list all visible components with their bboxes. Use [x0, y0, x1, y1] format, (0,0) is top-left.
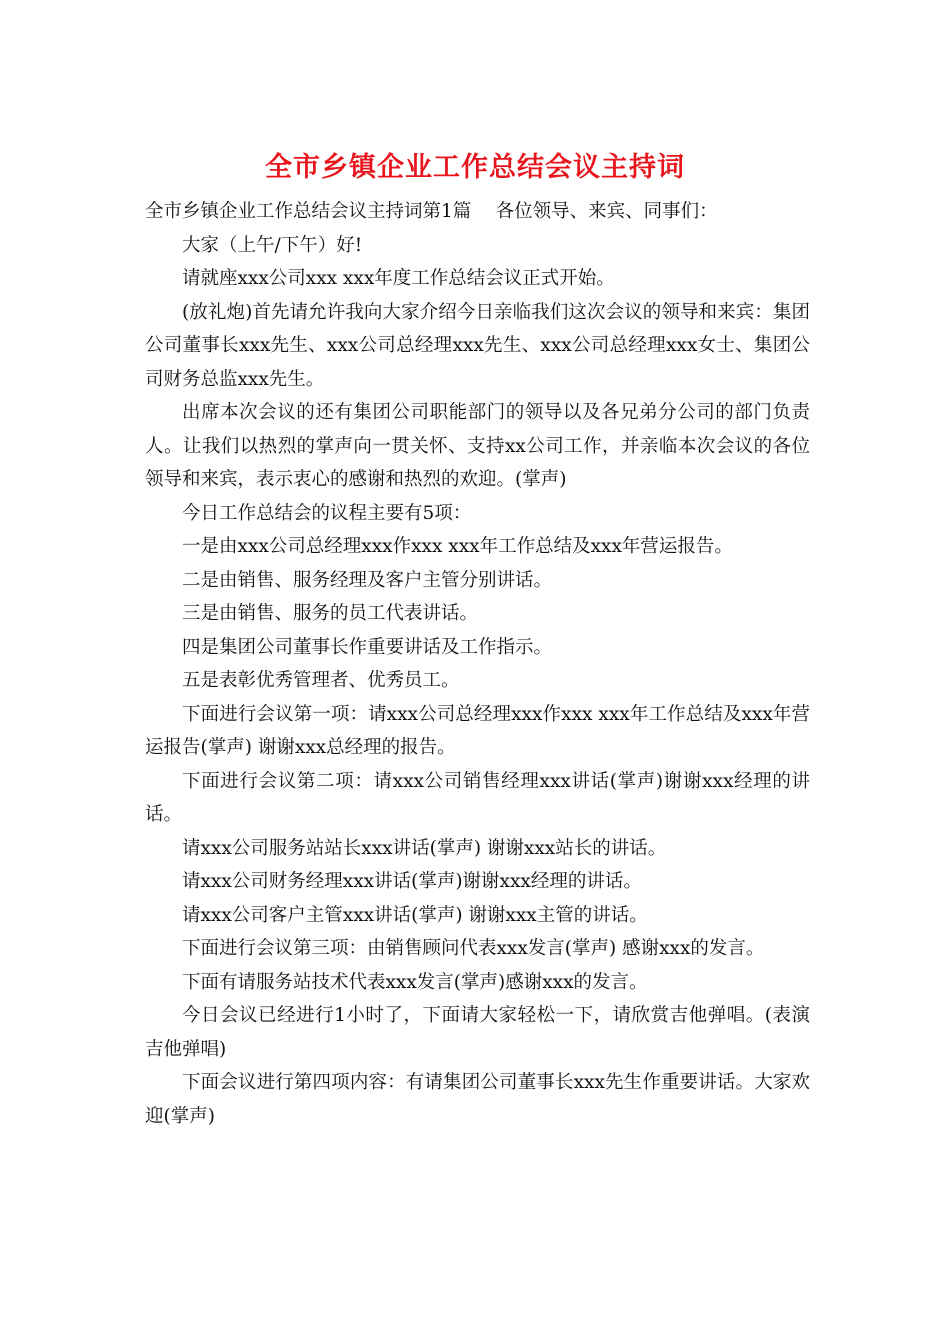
paragraph-13: 下面进行会议第二项：请xxx公司销售经理xxx讲话(掌声)谢谢xxx经理的讲话。	[145, 770, 810, 825]
paragraph-9: 三是由销售、服务的员工代表讲话。	[182, 603, 479, 624]
paragraph-19: 今日会议已经进行1小时了，下面请大家轻松一下，请欣赏吉他弹唱。(表演吉他弹唱)	[145, 1005, 810, 1060]
paragraph-18: 下面有请服务站技术代表xxx发言(掌声)感谢xxx的发言。	[182, 971, 648, 993]
paragraph-10: 四是集团公司董事长作重要讲话及工作指示。	[182, 636, 553, 658]
paragraph-8: 二是由销售、服务经理及客户主管分别讲话。	[182, 569, 553, 591]
paragraph-14: 请xxx公司服务站站长xxx讲话(掌声) 谢谢xxx站长的讲话。	[182, 837, 667, 859]
paragraph-7: 一是由xxx公司总经理xxx作xxx xxx年工作总结及xxx年营运报告。	[182, 536, 733, 557]
document-body	[145, 195, 810, 1133]
document-title: 全市乡镇企业工作总结会议主持词	[265, 152, 685, 183]
paragraph-5: 出席本次会议的还有集团公司职能部门的领导以及各兄弟分公司的部门负责人。让我们以热烈的掌声向一贯关怀、支持xx公司工作，并亲临本次会议的各位领导和来宾，表示衷心的感谢和热烈的欢迎。(掌声)	[145, 402, 810, 490]
paragraph-11: 五是表彰优秀管理者、优秀员工。	[182, 670, 460, 691]
paragraph-20: 下面会议进行第四项内容：有请集团公司董事长xxx先生作重要讲话。大家欢迎(掌声)	[145, 1072, 810, 1127]
paragraph-4: (放礼炮)首先请允许我向大家介绍今日亲临我们这次会议的领导和来宾：集团公司董事长xxx先生、xxx公司总经理xxx先生、xxx公司总经理xxx女士、集团公司财务总监xxx先生。	[145, 301, 810, 390]
paragraph-17: 下面进行会议第三项：由销售顾问代表xxx发言(掌声) 感谢xxx的发言。	[182, 938, 765, 959]
paragraph-2: 大家（上午/下午）好!	[182, 234, 363, 256]
paragraph-1: 全市乡镇企业工作总结会议主持词第1篇 各位领导、来宾、同事们：	[145, 201, 718, 222]
paragraph-15: 请xxx公司财务经理xxx讲话(掌声)谢谢xxx经理的讲话。	[182, 871, 642, 892]
paragraph-12: 下面进行会议第一项：请xxx公司总经理xxx作xxx xxx年工作总结及xxx年营运报告(掌声) 谢谢xxx总经理的报告。	[145, 703, 810, 758]
paragraph-6: 今日工作总结会的议程主要有5项：	[182, 502, 472, 524]
paragraph-3: 请就座xxx公司xxx xxx年度工作总结会议正式开始。	[182, 268, 615, 289]
paragraph-16: 请xxx公司客户主管xxx讲话(掌声) 谢谢xxx主管的讲话。	[182, 904, 648, 926]
